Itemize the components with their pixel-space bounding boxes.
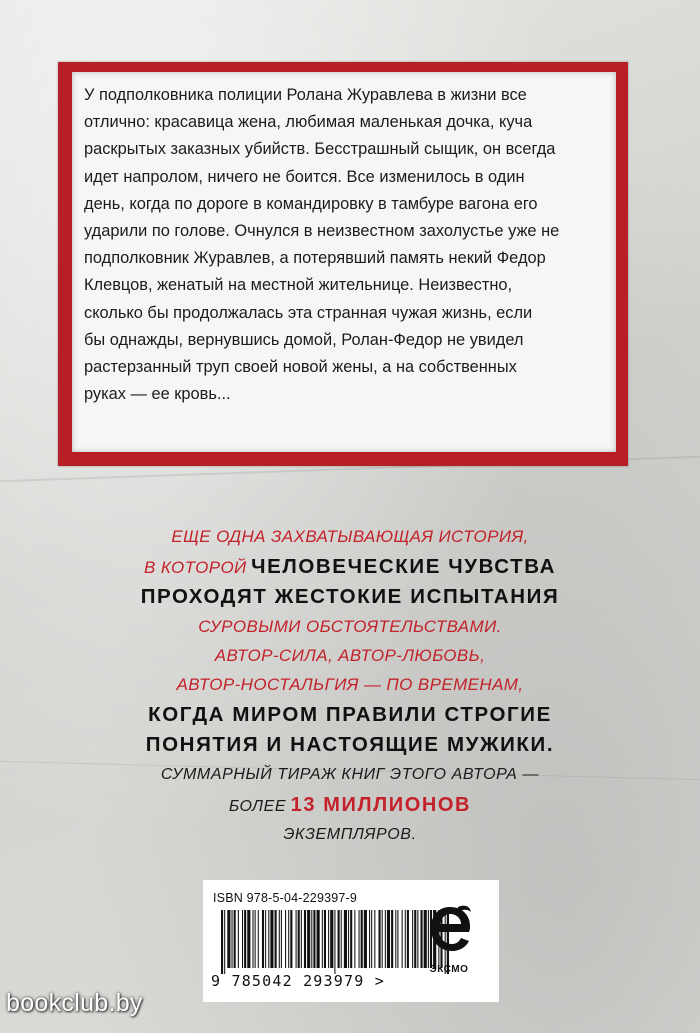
isbn-label: ISBN 978-5-04-229397-9 — [213, 891, 358, 905]
promo-line: КОГДА МИРОМ ПРАВИЛИ СТРОГИЕ — [148, 703, 552, 726]
annotation-line: подполковник Журавлев, а потерявший память некий Федор — [84, 249, 546, 268]
promo-line: ПРОХОДЯТ ЖЕСТОКИЕ ИСПЫТАНИЯ — [140, 585, 560, 608]
annotation-line: отлично: красавица жена, любимая маленькая дочка, куча — [84, 113, 533, 132]
promo-line — [0, 552, 700, 582]
circulation-line: ЭКЗЕМПЛЯРОВ. — [283, 826, 417, 843]
annotation-line: руках — ее кровь... — [84, 385, 231, 404]
annotation-line: раскрытых заказных убийств. Бесстрашный сыщик, он всегда — [84, 140, 556, 159]
annotation-frame — [58, 62, 628, 466]
barcode-number: 9 785042 293979 > — [211, 972, 385, 990]
circulation-block — [0, 760, 700, 850]
annotation-line: сколько бы продолжалась эта странная чужая жизнь, если — [84, 303, 533, 322]
promo-line: ЕЩЕ ОДНА ЗАХВАТЫВАЮЩАЯ ИСТОРИЯ, — [171, 527, 529, 546]
promo-line: АВТОР-НОСТАЛЬГИЯ — ПО ВРЕМЕНАМ, — [176, 675, 524, 694]
annotation-line: день, когда по дороге в командировку в тамбуре вагона его — [84, 194, 538, 213]
promo-line: АВТОР-СИЛА, АВТОР-ЛЮБОВЬ, — [214, 646, 486, 665]
annotation-line: ударили по голове. Очнулся в неизвестном захолустье уже не — [84, 222, 560, 241]
promo-red-fragment: В КОТОРОЙ — [143, 558, 247, 577]
annotation-text — [84, 82, 604, 408]
promo-bold-fragment: ЧЕЛОВЕЧЕСКИЕ ЧУВСТВА — [251, 555, 557, 578]
eksmo-logo-icon — [428, 903, 472, 961]
annotation-line: У подполковника полиции Ролана Журавлева в жизни все — [84, 86, 527, 104]
annotation-line: растерзанный труп своей новой жены, а на собственных — [84, 358, 517, 377]
promo-line: ПОНЯТИЯ И НАСТОЯЩИЕ МУЖИКИ. — [145, 733, 555, 756]
promo-block — [0, 522, 700, 760]
publisher-name: ЭКСМО — [429, 964, 469, 975]
watermark-text: bookclub.by — [6, 989, 143, 1017]
circulation-prefix: БОЛЕЕ — [228, 798, 287, 815]
circulation-line: СУММАРНЫЙ ТИРАЖ КНИГ ЭТОГО АВТОРА — — [160, 766, 540, 783]
barcode-icon — [221, 910, 449, 974]
annotation-line: бы однажды, вернувшись домой, Ролан-Федор не увидел — [84, 330, 524, 349]
annotation-line: идет напролом, ничего не боится. Все изменилось в один — [84, 167, 525, 186]
annotation-line: Клевцов, женатый на местной жительнице. Неизвестно, — [84, 276, 513, 295]
circulation-line — [0, 790, 700, 820]
promo-line: СУРОВЫМИ ОБСТОЯТЕЛЬСТВАМИ. — [198, 617, 502, 636]
annotation-panel — [72, 72, 616, 452]
circulation-number: 13 МИЛЛИОНОВ — [290, 794, 472, 816]
